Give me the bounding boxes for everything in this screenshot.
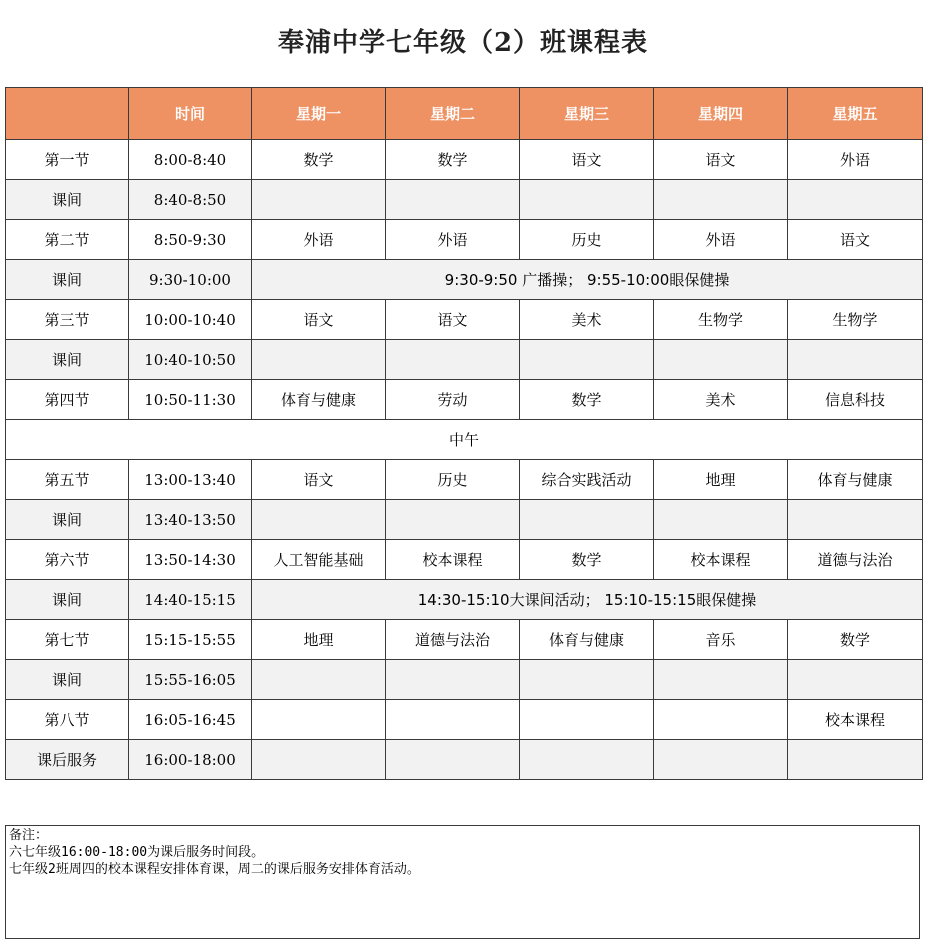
subject-cell-tuesday [386, 700, 520, 740]
subject-cell-tuesday [386, 180, 520, 220]
period-time: 8:00-8:40 [129, 140, 252, 180]
table-row [6, 140, 923, 180]
subject-cell-monday [252, 660, 386, 700]
period-label: 课间 [6, 260, 129, 300]
subject-cell-tuesday [386, 340, 520, 380]
period-label: 课间 [6, 500, 129, 540]
subject-cell-friday: 语文 [788, 220, 923, 260]
table-row [6, 380, 923, 420]
subject-cell-thursday [654, 660, 788, 700]
table-row [6, 700, 923, 740]
subject-cell-monday: 数学 [252, 140, 386, 180]
period-time: 10:00-10:40 [129, 300, 252, 340]
header-cell-corner [6, 88, 129, 140]
subject-cell-tuesday [386, 500, 520, 540]
notes-line-1: 六七年级16:00-18:00为课后服务时间段。 [9, 845, 265, 860]
period-label: 第二节 [6, 220, 129, 260]
subject-cell-thursday: 美术 [654, 380, 788, 420]
period-time: 15:55-16:05 [129, 660, 252, 700]
table-row [6, 300, 923, 340]
subject-cell-thursday [654, 700, 788, 740]
subject-cell-tuesday: 数学 [386, 140, 520, 180]
break-activity-cell: 14:30-15:10大课间活动； 15:10-15:15眼保健操 [252, 580, 923, 620]
period-time: 13:00-13:40 [129, 460, 252, 500]
subject-cell-wednesday: 美术 [520, 300, 654, 340]
table-row [6, 420, 923, 460]
subject-cell-friday [788, 180, 923, 220]
subject-cell-tuesday [386, 740, 520, 780]
subject-cell-wednesday [520, 500, 654, 540]
header-cell-thursday: 星期四 [654, 88, 788, 140]
subject-cell-wednesday [520, 340, 654, 380]
period-time: 15:15-15:55 [129, 620, 252, 660]
subject-cell-friday: 校本课程 [788, 700, 923, 740]
period-label: 第三节 [6, 300, 129, 340]
subject-cell-monday: 体育与健康 [252, 380, 386, 420]
notes-box [5, 825, 920, 939]
subject-cell-monday: 语文 [252, 300, 386, 340]
subject-cell-thursday: 音乐 [654, 620, 788, 660]
subject-cell-wednesday [520, 700, 654, 740]
subject-cell-tuesday [386, 660, 520, 700]
subject-cell-thursday [654, 740, 788, 780]
period-label: 第四节 [6, 380, 129, 420]
subject-cell-thursday [654, 340, 788, 380]
page-title: 奉浦中学七年级（2）班课程表 [277, 28, 649, 58]
period-time: 13:50-14:30 [129, 540, 252, 580]
subject-cell-monday: 人工智能基础 [252, 540, 386, 580]
period-label: 课后服务 [6, 740, 129, 780]
table-row [6, 580, 923, 620]
table-row [6, 660, 923, 700]
subject-cell-wednesday: 综合实践活动 [520, 460, 654, 500]
subject-cell-wednesday: 体育与健康 [520, 620, 654, 660]
subject-cell-thursday: 校本课程 [654, 540, 788, 580]
subject-cell-friday: 信息科技 [788, 380, 923, 420]
subject-cell-friday: 生物学 [788, 300, 923, 340]
subject-cell-wednesday [520, 180, 654, 220]
subject-cell-monday [252, 700, 386, 740]
table-row [6, 260, 923, 300]
subject-cell-thursday: 语文 [654, 140, 788, 180]
period-label: 第五节 [6, 460, 129, 500]
subject-cell-wednesday [520, 660, 654, 700]
period-label: 课间 [6, 580, 129, 620]
period-time: 16:05-16:45 [129, 700, 252, 740]
subject-cell-monday: 外语 [252, 220, 386, 260]
header-cell-tuesday: 星期二 [386, 88, 520, 140]
subject-cell-friday [788, 340, 923, 380]
subject-cell-thursday: 地理 [654, 460, 788, 500]
table-row [6, 740, 923, 780]
period-time: 16:00-18:00 [129, 740, 252, 780]
period-time: 10:50-11:30 [129, 380, 252, 420]
header-row [6, 88, 923, 140]
period-time: 13:40-13:50 [129, 500, 252, 540]
subject-cell-friday: 数学 [788, 620, 923, 660]
subject-cell-friday: 道德与法治 [788, 540, 923, 580]
subject-cell-wednesday: 数学 [520, 380, 654, 420]
subject-cell-tuesday: 校本课程 [386, 540, 520, 580]
table-row [6, 180, 923, 220]
subject-cell-tuesday: 历史 [386, 460, 520, 500]
subject-cell-monday [252, 180, 386, 220]
subject-cell-tuesday: 劳动 [386, 380, 520, 420]
period-label: 第一节 [6, 140, 129, 180]
table-row [6, 220, 923, 260]
subject-cell-wednesday: 语文 [520, 140, 654, 180]
header-cell-time: 时间 [129, 88, 252, 140]
break-activity-cell: 9:30-9:50 广播操； 9:55-10:00眼保健操 [252, 260, 923, 300]
subject-cell-tuesday: 道德与法治 [386, 620, 520, 660]
period-label: 第六节 [6, 540, 129, 580]
subject-cell-tuesday: 语文 [386, 300, 520, 340]
period-label: 课间 [6, 180, 129, 220]
subject-cell-monday [252, 740, 386, 780]
table-row [6, 340, 923, 380]
period-label: 课间 [6, 340, 129, 380]
header-cell-friday: 星期五 [788, 88, 923, 140]
table-row [6, 460, 923, 500]
period-label: 第七节 [6, 620, 129, 660]
header-cell-wednesday: 星期三 [520, 88, 654, 140]
subject-cell-thursday: 外语 [654, 220, 788, 260]
subject-cell-monday: 语文 [252, 460, 386, 500]
period-time: 8:40-8:50 [129, 180, 252, 220]
subject-cell-thursday: 生物学 [654, 300, 788, 340]
subject-cell-friday: 体育与健康 [788, 460, 923, 500]
subject-cell-monday [252, 500, 386, 540]
subject-cell-monday: 地理 [252, 620, 386, 660]
period-time: 14:40-15:15 [129, 580, 252, 620]
period-label: 第八节 [6, 700, 129, 740]
table-row [6, 620, 923, 660]
period-time: 10:40-10:50 [129, 340, 252, 380]
subject-cell-thursday [654, 180, 788, 220]
period-label: 课间 [6, 660, 129, 700]
header-cell-monday: 星期一 [252, 88, 386, 140]
subject-cell-friday [788, 740, 923, 780]
subject-cell-friday [788, 660, 923, 700]
subject-cell-thursday [654, 500, 788, 540]
table-row [6, 540, 923, 580]
table-row [6, 500, 923, 540]
period-time: 9:30-10:00 [129, 260, 252, 300]
subject-cell-friday [788, 500, 923, 540]
notes-heading: 备注： [9, 828, 49, 843]
subject-cell-friday: 外语 [788, 140, 923, 180]
lunch-break-cell: 中午 [6, 420, 923, 460]
subject-cell-tuesday: 外语 [386, 220, 520, 260]
subject-cell-wednesday: 数学 [520, 540, 654, 580]
notes-line-2: 七年级2班周四的校本课程安排体育课，周二的课后服务安排体育活动。 [9, 862, 420, 877]
subject-cell-monday [252, 340, 386, 380]
period-time: 8:50-9:30 [129, 220, 252, 260]
subject-cell-wednesday [520, 740, 654, 780]
subject-cell-wednesday: 历史 [520, 220, 654, 260]
schedule-table [5, 87, 923, 780]
